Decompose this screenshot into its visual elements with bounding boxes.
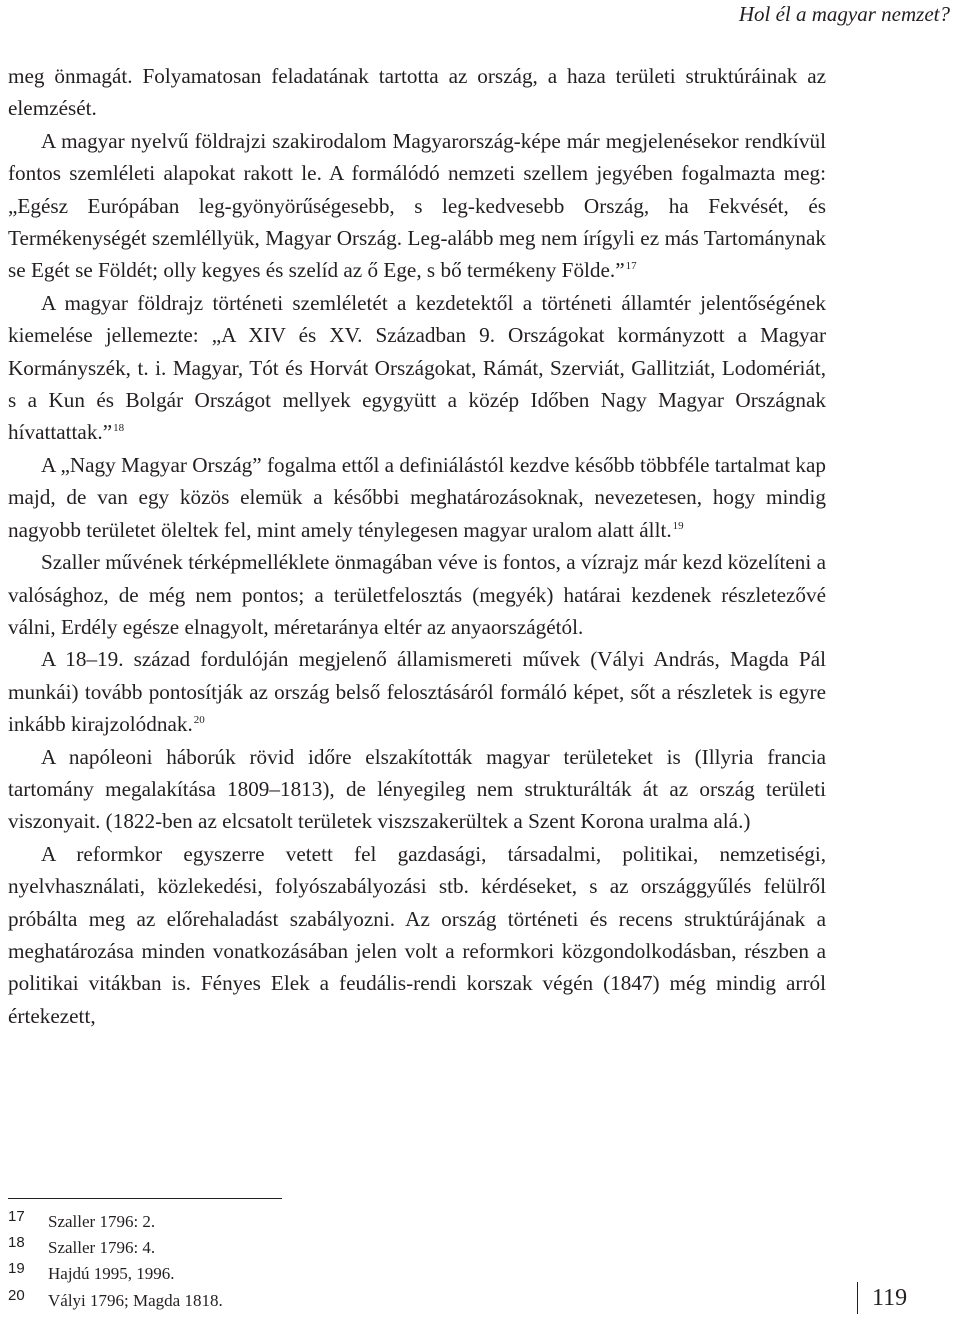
footnote-text: Szaller 1796: 2. (48, 1212, 156, 1231)
footnote-number: 17 (8, 1208, 25, 1225)
footnote-ref: 18 (113, 422, 125, 435)
footnote-number: 19 (8, 1260, 25, 1278)
footnote (8, 1288, 223, 1314)
body-text (8, 60, 826, 1032)
running-header: Hol él a magyar nemzet? (738, 2, 950, 26)
paragraph: A reformkor egyszerre vetett fel gazdasági, társadalmi, politikai, nemzetiségi, nyelvhasználati, közlekedési, folyószabályozási stb. kérdéseket, s az országgyűlés felülről próbálta meg az előrehaladást szabályozni. Az ország történeti és recens struktúrájának a meghatározása minden vonatkozásában jelen volt a reformkori közgondolkodásban, részben a politikai vitákban is. Fényes Elek a feudális-rendi korszak végén (1847) még mindig arról értekezett, (8, 841, 826, 1028)
paragraph: A „Nagy Magyar Ország” fogalma ettől a definiálástól kezdve később többféle tartalmat kap majd, de van egy közös elemük a későbbi meghatározásoknak, nevezetesen, hogy mindig nagyobb területet öleltek fel, mint amely ténylegesen magyar uralom alatt állt.$^{19}$ (8, 452, 826, 542)
paragraph: A magyar földrajz történeti szemléletét a kezdetektől a történeti államtér jelentőségének kiemelése jellemezte: „A XIV és XV. Században 9. Országokat kormányzott a Magyar Kormányszék, t. i. Magyar, Tót és Horvát Országokat, Rámát, Szerviát, Gallitziát, Lodomériát, s a Kun és Bolgár Országot mellyek egygyütt a közép Időben Nagy Magyar Országnak hívattattak.”$^{18}$ (8, 290, 826, 445)
footnote-ref: 19 (672, 519, 684, 532)
footnote-number: 18 (8, 1234, 25, 1252)
footnotes (8, 1209, 223, 1314)
paragraph: meg önmagát. Folyamatosan feladatának tartotta az ország, a haza területi struktúráinak az elemzését. (8, 64, 826, 121)
paragraph: A 18–19. század fordulóján megjelenő államismereti művek (Vályi András, Magda Pál munkái) tovább pontosítják az ország belső felosztásáról formáló képet, sőt a részletek is egyre inkább kirajzolódnak.$^{20}$ (8, 647, 826, 737)
paragraph: A napóleoni háborúk rövid időre elszakították magyar területeket is (Illyria francia tartomány megalakítása 1809–1813), de lényegileg nem strukturálták át az ország területi viszonyait. (1822-ben az elcsatolt területek viszszakerültek a Szent Korona uralma alá.) (8, 744, 826, 834)
footnote-divider (8, 1198, 282, 1199)
paragraph: Szaller művének térképmelléklete önmagában véve is fontos, a vízrajz már kezd közelíteni a valósághoz, de még nem pontos; a területfelosztás (megyék) határai kezdenek részletezővé válni, Erdély egésze elnagyolt, méretaránya eltér az anyaországétól. (8, 550, 826, 639)
footnote-number: 20 (8, 1286, 25, 1304)
footnote-text: Vályi 1796; Magda 1818. (48, 1290, 223, 1310)
paragraph: A magyar nyelvű földrajzi szakirodalom Magyarország-képe már megjelenésekor rendkívül fontos szemléleti alapokat rakott le. A formálódó nemzeti szellem jegyében fogalmazta meg: „Egész Európában leg-gyönyörűségesebb, s leg-kedvesebb Ország, ha Fekvését, és Termékenységét szemléllyük, Magyar Ország. Leg-alább meg nem írígyli ez más Tartománynak se Egét se Földét; olly kegyes és szelíd az ő Ege, s bő termékeny Földe.”$^{17}$ (8, 128, 826, 283)
footnote-text: Szaller 1796: 4. (48, 1238, 156, 1258)
footnote-ref: 20 (193, 714, 205, 727)
footnote-ref: 17 (625, 260, 637, 273)
page-number: 119 (857, 1282, 907, 1314)
footnote-text: Hajdú 1995, 1996. (48, 1264, 175, 1284)
